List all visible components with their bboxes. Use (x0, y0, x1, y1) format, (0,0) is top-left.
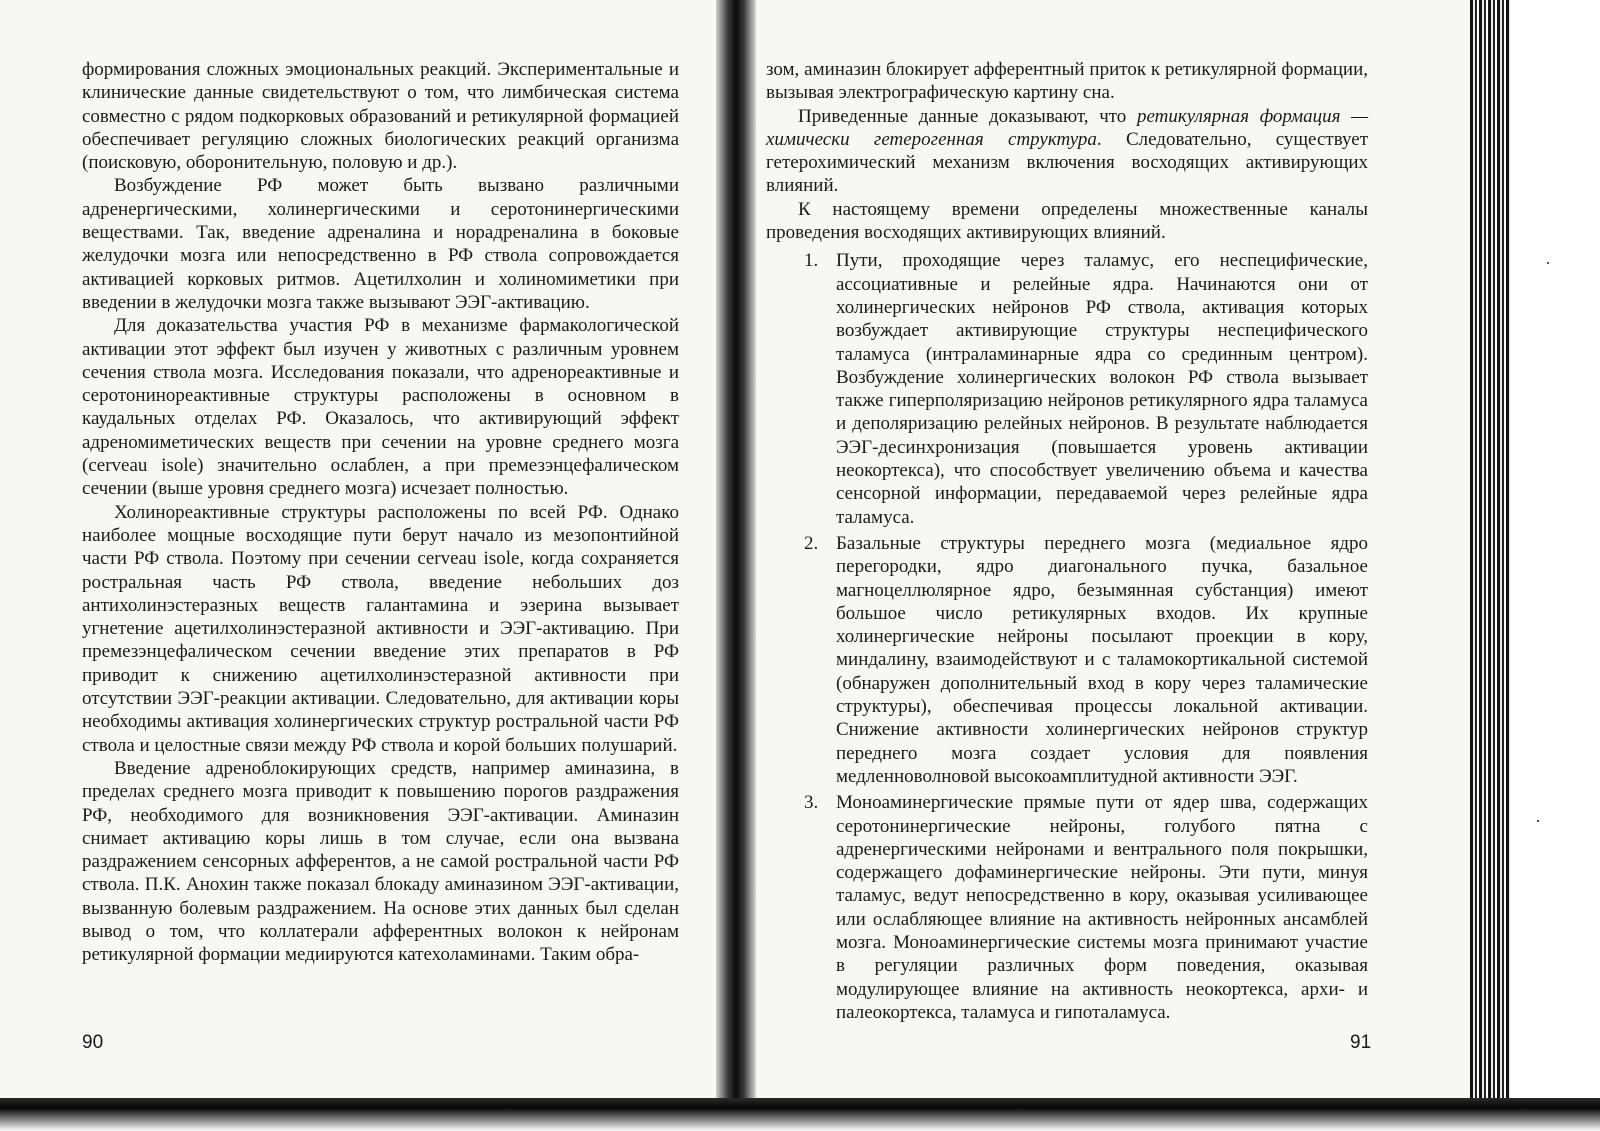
list-item-number: 1. (804, 250, 819, 272)
list-item-text: Базальные структуры переднего мозга (медиальное ядро перегородки, ядро диагонального пучка, базальное магноцеллюлярное ядро, безымянная субстанция) имеют большое число ретикулярных входов. Их крупные холинергические нейроны посылают проекции в кору, миндалину, взаимодействуют и с таламокортикальной системой (обнаружен дополнительный вход в кору через таламические структуры), обеспечивая процессы локальной активации. Снижение активности холинергических нейронов структур переднего мозга создает условия для появления медленноволновой высокоамплитудной активности ЭЭГ. (836, 532, 1368, 787)
left-paragraph-4: Холинореактивные структуры расположены по всей РФ. Однако наиболее мощные восходящие пути берут начало из мезопонтийной части РФ ствола. Поэтому при сечении cerveau isole, когда сохраняется ростральная часть РФ ствола, введение небольших доз антихолинэстеразных веществ галантамина и эзерина вызывает угнетение ацетилхолинэстеразной активности и ЭЭГ-активацию. При премезэнцефалическом сечении введение этих препаратов в РФ приводит к снижению ацетилхолинэстеразной активности при отсутствии ЭЭГ-реакции активации. Следовательно, для активации коры необходимы активация холинергических структур ростральной части РФ ствола и целостные связи между РФ ствола и корой больших полушарий. (82, 501, 679, 756)
page-edges (1470, 0, 1510, 1105)
list-item-number: 3. (804, 792, 819, 814)
list-item-number: 2. (804, 532, 819, 554)
left-page-text (82, 58, 679, 967)
scan-speck (1547, 262, 1549, 264)
book-bottom-edge (0, 1098, 1600, 1131)
list-item-text: Пути, проходящие через таламус, его неспецифические, ассоциативные и релейные ядра. Начинаются они от холинергических нейронов РФ ствола, активация которых возбуждает активирующие структуры неспецифического таламуса (интраламинарные ядра со срединным центром). Возбуждение холинергических волокон РФ ствола вызывает также гиперполяризацию нейронов ретикулярного ядра таламуса и деполяризацию релейных нейронов. В результате наблюдается ЭЭГ-десинхронизация (повышается уровень активации неокортекса), что способствует увеличению объема и качества сенсорной информации, передаваемой через релейные ядра таламуса. (836, 250, 1368, 528)
proven-italic-term: ретикулярная формация — химически гетерогенная структура (766, 105, 1368, 150)
list-item-text: Моноаминергические прямые пути от ядер шва, содержащих серотонинергические нейроны, голубого пятна с адренергическими нейронами и вентрального поля покрышки, содержащего дофаминергические нейроны. Эти пути, минуя таламус, ведут непосредственно в кору, оказывая усиливающее или ослабляющее влияние на активность нейронных ансамблей мозга. Моноаминергические системы мозга принимают участие в регуляции различных форм поведения, оказывая модулирующее влияние на активность неокортекса, архи- и палеокортекса, таламуса и гипоталамуса. (836, 792, 1368, 1023)
right-intro-paragraph: зом, аминазин блокирует афферентный приток к ретикулярной формации, вызывая электрографическую картину сна. (766, 59, 1368, 104)
list-item (766, 791, 1368, 1024)
page-number-right: 91 (1350, 1032, 1372, 1053)
left-paragraph-5: Введение адреноблокирующих средств, например аминазина, в пределах среднего мозга приводит к повышению порогов раздражения РФ, необходимого для возникновения ЭЭГ-активации. Аминазин снимает активацию коры лишь в том случае, если она вызвана раздражением сенсорных афферентов, а не самой ростральной части РФ ствола. П.К. Анохин также показал блокаду аминазином ЭЭГ-активации, вызванную болевым раздражением. На основе этих данных был сделан вывод о том, что коллатерали афферентных волокон к нейронам ретикулярной формации медиируются катехоламинами. Таким обра- (82, 757, 679, 966)
left-paragraph-2: Возбуждение РФ может быть вызвано различными адренергическими, холинергическими и серотонинергическими веществами. Так, введение адреналина и норадреналина в боковые желудочки мозга или непосредственно в РФ ствола сопровождается активацией корковых ритмов. Ацетилхолин и холиномиметики при введении в желудочки мозга также вызывают ЭЭГ-активацию. (82, 175, 679, 313)
right-channels-intro: К настоящему времени определены множественные каналы проведения восходящих активирующих влияний. (766, 198, 1368, 244)
left-paragraph-1: формирования сложных эмоциональных реакций. Экспериментальные и клинические данные свидетельствуют о том, что лимбическая система совместно с рядом подкорковых образований и ретикулярной формацией обеспечивает регуляцию сложных биологических реакций организма (поисковую, оборонительную, половую и др.). (82, 59, 679, 174)
left-paragraph-3: Для доказательства участия РФ в механизме фармакологической активации этот эффект был изучен у животных с различным уровнем сечения ствола мозга. Исследования показали, что адренореактивные и серотонинореактивные структуры расположены в основном в каудальных отделах РФ. Оказалось, что активирующий эффект адреномиметических веществ при сечении на уровне среднего мозга (cerveau isole) значительно ослаблен, а при премезэнцефалическом сечении (выше уровня среднего мозга) исчезает полностью. (82, 315, 679, 500)
book-gutter (716, 0, 756, 1131)
list-item (766, 249, 1368, 529)
proven-prefix: Приведенные данные доказывают, что (798, 105, 1137, 127)
channels-list (766, 249, 1368, 1024)
page-number-left: 90 (82, 1032, 104, 1053)
proven-suffix: . Следовательно, существует гетерохимический механизм включения восходящих активирующих влияний. (766, 128, 1369, 197)
background-margin (1510, 0, 1600, 1131)
scan-speck (1537, 820, 1539, 822)
right-page-text (766, 58, 1368, 1027)
right-proven-paragraph (766, 105, 1368, 198)
list-item (766, 532, 1368, 788)
